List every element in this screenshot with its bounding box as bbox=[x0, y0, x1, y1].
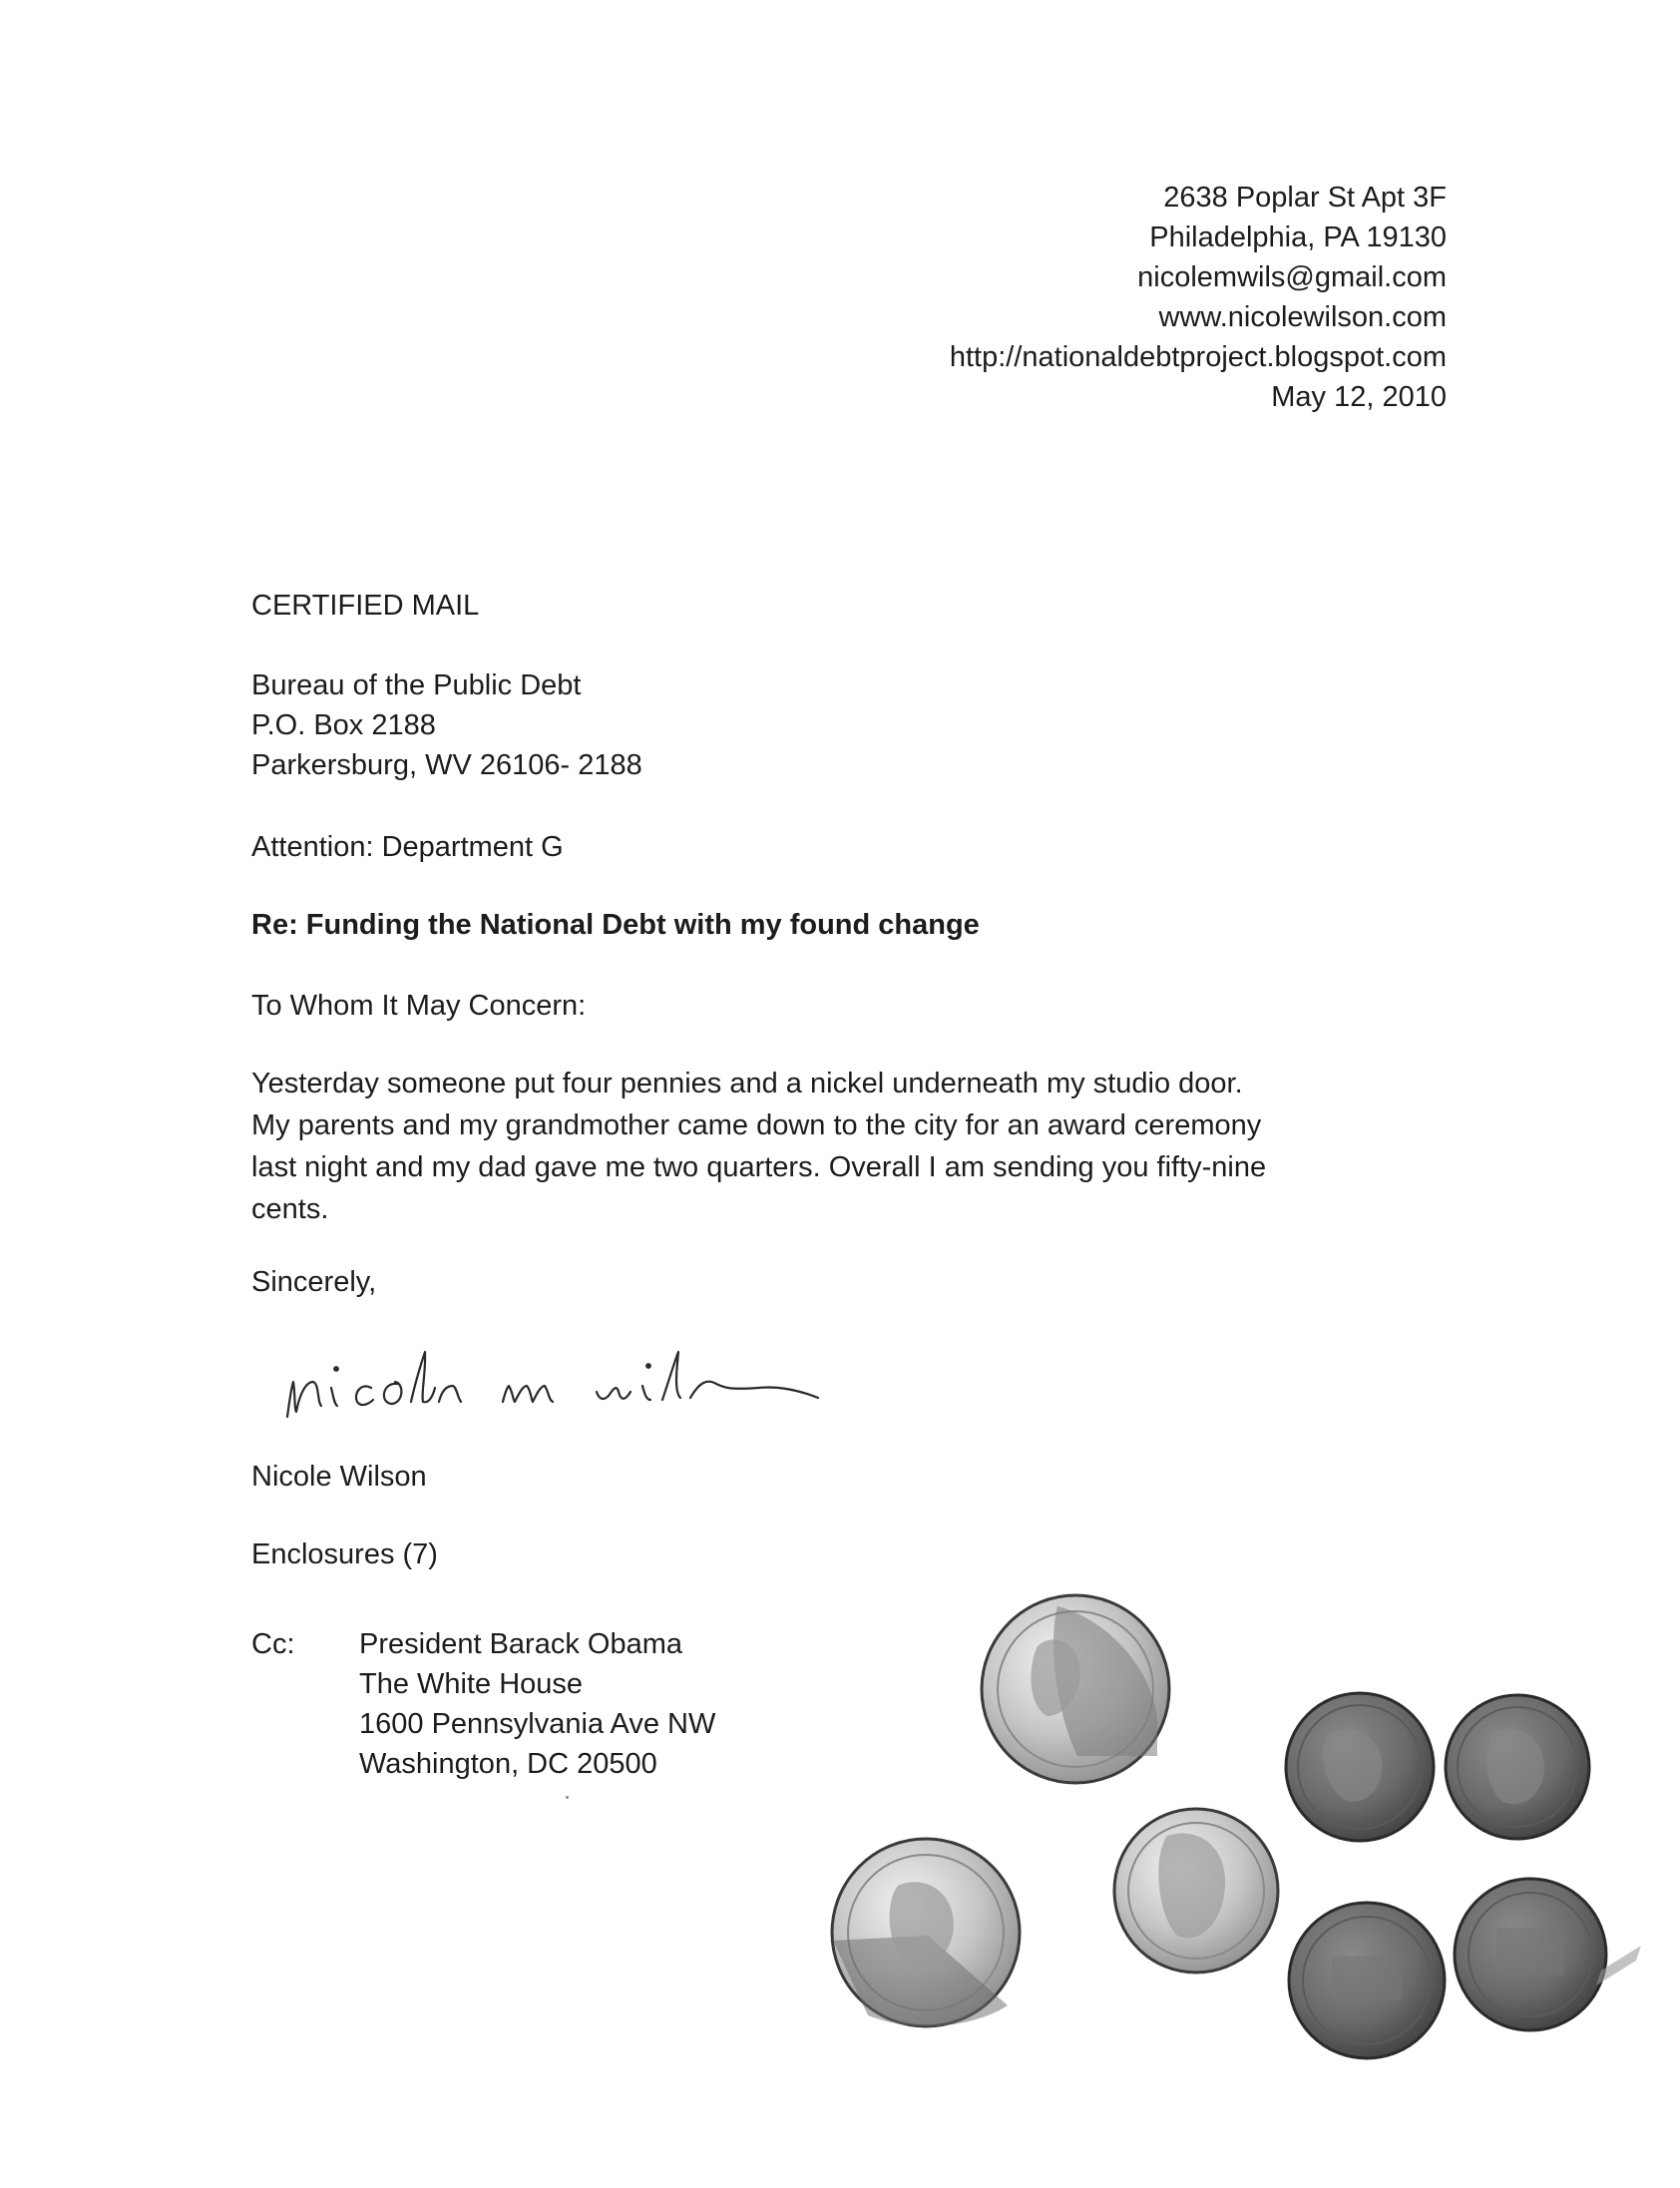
penny-coin-icon bbox=[1289, 1903, 1445, 2058]
penny-coin-icon bbox=[1455, 1879, 1641, 2030]
quarter-coin-icon bbox=[982, 1595, 1169, 1783]
closing: Sincerely, bbox=[251, 1266, 377, 1298]
attention-line: Attention: Department G bbox=[251, 831, 564, 863]
cc-street: 1600 Pennsylvania Ave NW bbox=[359, 1708, 716, 1740]
penny-coin-icon bbox=[1446, 1695, 1589, 1839]
subject-line: Re: Funding the National Debt with my found change bbox=[251, 909, 980, 941]
cc-org: The White House bbox=[359, 1668, 584, 1700]
letter-body bbox=[251, 1063, 1478, 1230]
sender-street: 2638 Poplar St Apt 3F bbox=[1163, 182, 1447, 214]
scan-speck bbox=[566, 1796, 569, 1799]
penny-coin-icon bbox=[1286, 1693, 1434, 1841]
recipient-po-box: P.O. Box 2188 bbox=[251, 709, 436, 741]
recipient-city-line: Parkersburg, WV 26106- 2188 bbox=[251, 749, 642, 781]
body-line: My parents and my grandmother came down to the city for an award ceremony bbox=[251, 1109, 1262, 1141]
letter-date: May 12, 2010 bbox=[1271, 381, 1447, 413]
signer-name: Nicole Wilson bbox=[251, 1461, 427, 1493]
recipient-address-block bbox=[251, 665, 642, 785]
sender-address-block bbox=[950, 178, 1447, 417]
cc-name: President Barack Obama bbox=[359, 1628, 682, 1660]
quarter-coin-icon bbox=[832, 1839, 1020, 2026]
enclosures-line: Enclosures (7) bbox=[251, 1538, 438, 1570]
recipient-name: Bureau of the Public Debt bbox=[251, 669, 582, 701]
sender-city-line: Philadelphia, PA 19130 bbox=[1149, 221, 1447, 253]
nickel-coin-icon bbox=[1114, 1809, 1278, 1972]
body-line: last night and my dad gave me two quarters. Overall I am sending you fifty-nine bbox=[251, 1151, 1267, 1183]
cc-address bbox=[359, 1624, 715, 1784]
salutation: To Whom It May Concern: bbox=[251, 990, 587, 1022]
sender-website: www.nicolewilson.com bbox=[1158, 301, 1447, 333]
sender-blog: http://nationaldebtproject.blogspot.com bbox=[949, 341, 1447, 373]
handwritten-signature bbox=[279, 1322, 838, 1442]
cc-label: Cc: bbox=[251, 1628, 295, 1660]
delivery-method: CERTIFIED MAIL bbox=[251, 590, 480, 622]
sender-email: nicolemwils@gmail.com bbox=[1137, 261, 1447, 293]
cc-city-line: Washington, DC 20500 bbox=[359, 1748, 657, 1780]
body-line: cents. bbox=[251, 1193, 329, 1225]
body-line: Yesterday someone put four pennies and a nickel underneath my studio door. bbox=[251, 1068, 1243, 1099]
